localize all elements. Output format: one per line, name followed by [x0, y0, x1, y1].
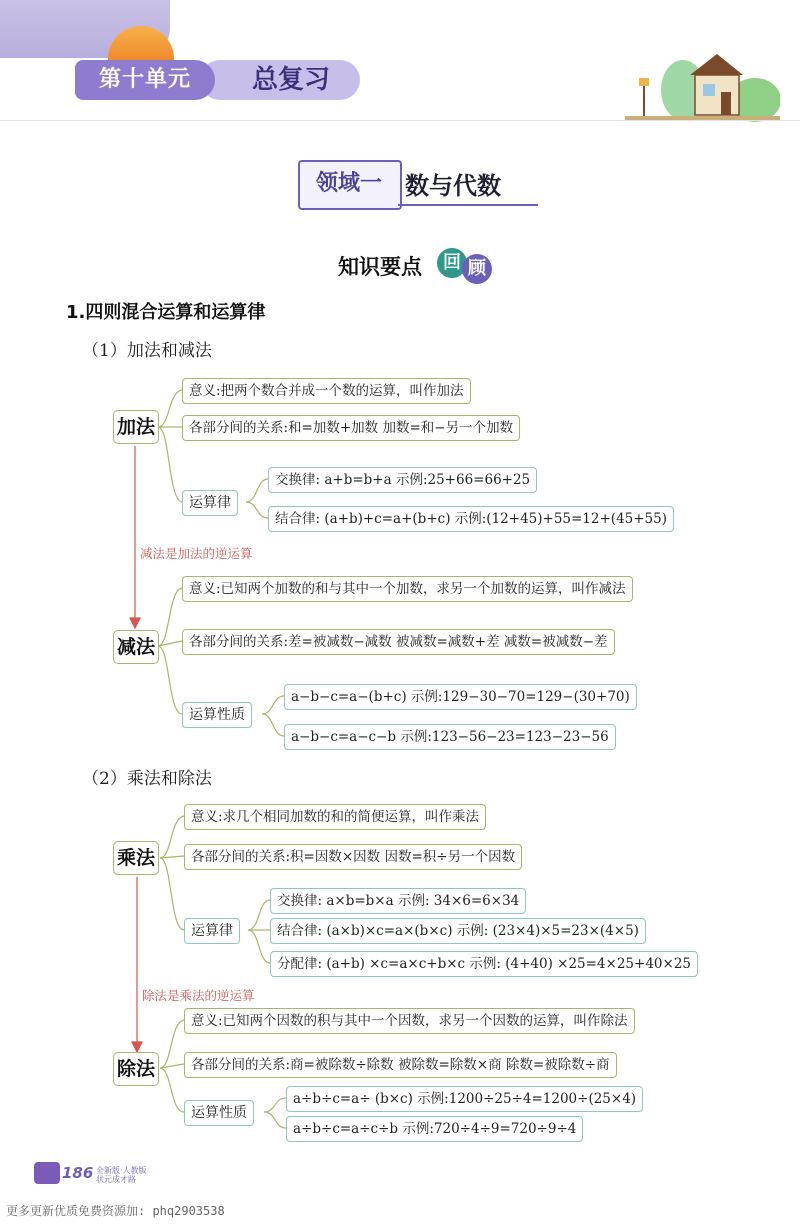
section-title: 1.四则混合运算和运算律: [66, 302, 266, 323]
division-meaning: 意义:已知两个因数的积与其中一个因数，求另一个因数的运算，叫作除法: [184, 1008, 635, 1034]
footer-series-line-1: 全新版·人教版: [96, 1166, 147, 1175]
addition-node: 加法: [113, 410, 159, 444]
multiplication-meaning: 意义:求几个相同加数的和的简便运算，叫作乘法: [184, 804, 486, 830]
multiplication-node: 乘法: [113, 841, 159, 875]
subsection-add-sub: （1）加法和减法: [82, 341, 212, 361]
unit-label: 第十单元: [75, 60, 215, 100]
subtraction-meaning: 意义:已知两个加数的和与其中一个加数，求另一个加数的运算，叫作减法: [182, 576, 633, 602]
inverse-mul-note: 除法是乘法的逆运算: [142, 988, 255, 1003]
mascot-icon: [34, 1162, 60, 1184]
subtraction-relation: 各部分间的关系:差=被减数−减数 被减数=减数+差 减数=被减数−差: [182, 629, 615, 655]
subtraction-prop-2: a−b−c=a−c−b 示例:123−56−23=123−23−56: [284, 724, 616, 750]
watermark-text: 更多更新优质免费资源加: phq2903538: [6, 1204, 225, 1218]
subtraction-prop-label: 运算性质: [182, 702, 252, 728]
addition-commutative: 交换律: a+b=b+a 示例:25+66=66+25: [268, 467, 537, 493]
multiplication-distributive: 分配律: (a+b) ×c=a×c+b×c 示例: (4+40) ×25=4×25+40×25: [270, 951, 698, 977]
division-prop-1: a÷b÷c=a÷ (b×c) 示例:1200÷25÷4=1200÷(25×4): [286, 1086, 643, 1112]
addition-meaning: 意义:把两个数合并成一个数的运算，叫作加法: [182, 378, 471, 404]
review-badge-1: 回: [437, 248, 467, 278]
division-relation: 各部分间的关系:商=被除数÷除数 被除数=除数×商 除数=被除数÷商: [184, 1052, 617, 1078]
division-node: 除法: [113, 1052, 159, 1086]
footer-series-line-2: 状元成才路: [96, 1175, 136, 1184]
unit-title: 总复习: [252, 65, 331, 95]
addition-associative: 结合律: (a+b)+c=a+(b+c) 示例:(12+45)+55=12+(45+55): [268, 506, 674, 532]
addition-relation: 各部分间的关系:和=加数+加数 加数=和−另一个加数: [182, 415, 520, 441]
subtraction-node: 减法: [113, 630, 159, 664]
multiplication-associative: 结合律: (a×b)×c=a×(b×c) 示例: (23×4)×5=23×(4×5): [270, 918, 646, 944]
subsection-mul-div: （2）乘法和除法: [82, 769, 212, 789]
multiplication-relation: 各部分间的关系:积=因数×因数 因数=积÷另一个因数: [184, 844, 522, 870]
division-prop-2: a÷b÷c=a÷c÷b 示例:720÷4÷9=720÷9÷4: [286, 1116, 583, 1142]
domain-title: 数与代数: [405, 172, 501, 200]
multiplication-law-label: 运算律: [184, 918, 240, 944]
addition-law-label: 运算律: [182, 490, 238, 516]
domain-label: 领域一: [315, 171, 382, 196]
subtraction-prop-1: a−b−c=a−(b+c) 示例:129−30−70=129−(30+70): [284, 684, 637, 710]
knowledge-title: 知识要点: [338, 255, 422, 279]
inverse-add-note: 减法是加法的逆运算: [140, 546, 253, 561]
page-number: 186: [62, 1164, 94, 1182]
division-prop-label: 运算性质: [184, 1100, 254, 1126]
multiplication-commutative: 交换律: a×b=b×a 示例: 34×6=6×34: [270, 888, 526, 914]
review-badge-2: 顾: [462, 254, 492, 284]
footer-series: [96, 1166, 147, 1184]
